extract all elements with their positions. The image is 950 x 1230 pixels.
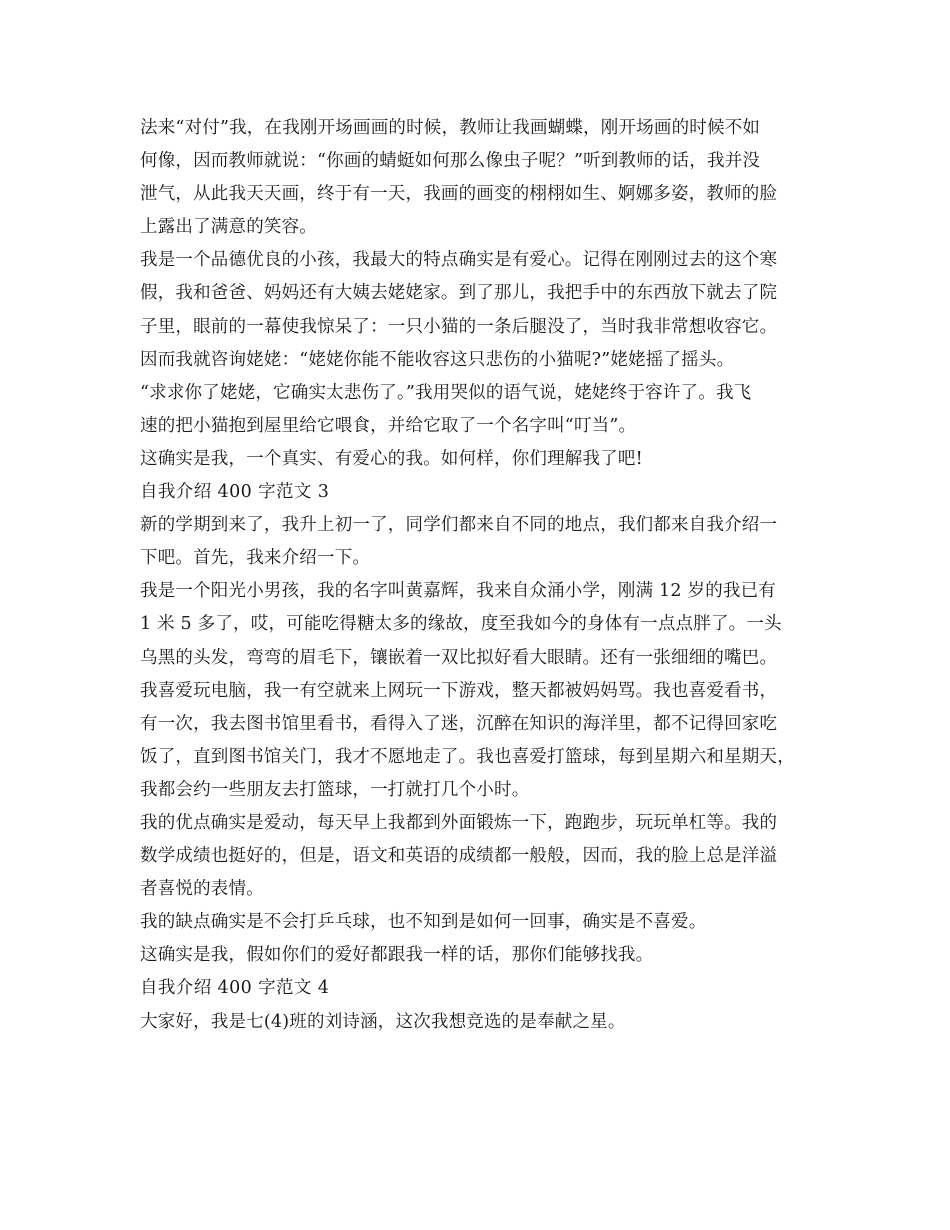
text-line: 饭了，直到图书馆关门，我才不愿地走了。我也喜爱打篮球，每到星期六和星期天， xyxy=(140,746,795,767)
text-line: 我的缺点确实是不会打乒乓球，也不知到是如何一回事，确实是不喜爱。 xyxy=(140,912,707,933)
text-line: 乌黑的头发，弯弯的眉毛下，镶嵌着一双比拟好看大眼睛。还有一张细细的嘴巴。 xyxy=(140,647,778,668)
text-line: 法来“对付”我，在我刚开场画画的时候，教师让我画蝴蝶，刚开场画的时候不如 xyxy=(140,118,761,138)
text-line: 上露出了满意的笑容。 xyxy=(140,217,317,238)
text-line: 我的优点确实是爱动，每天早上我都到外面锻炼一下，跑跑步，玩玩单杠等。我的 xyxy=(140,812,778,833)
text-line: 子里，眼前的一幕使我惊呆了：一只小猫的一条后腿没了，当时我非常想收容它。 xyxy=(140,316,778,337)
text-line: 大家好，我是七(4)班的刘诗涵，这次我想竞选的是奉献之星。 xyxy=(140,1011,626,1032)
text-line: 泄气，从此我天天画，终于有一天，我画的画变的栩栩如生、婀娜多姿，教师的脸 xyxy=(140,184,778,205)
text-line: 我喜爱玩电脑，我一有空就来上网玩一下游戏，整天都被妈妈骂。我也喜爱看书， xyxy=(140,680,778,701)
document-body xyxy=(140,112,820,1039)
text-line: 下吧。首先，我来介绍一下。 xyxy=(140,548,371,569)
text-line: 这确实是我，假如你们的爱好都跟我一样的话，那你们能够找我。 xyxy=(140,945,654,966)
section-heading: 自我介绍 400 字范文 4 xyxy=(140,978,330,999)
text-line: 速的把小猫抱到屋里给它喂食，并给它取了一个名字叫“叮当”。 xyxy=(140,415,637,436)
text-line: “求求你了姥姥，它确实太悲伤了。”我用哭似的语气说，姥姥终于容许了。我飞 xyxy=(140,382,752,403)
text-line: 何像，因而教师就说：“你画的蜻蜓如何那么像虫子呢？”听到教师的话，我并没 xyxy=(140,151,761,172)
text-line: 1 米 5 多了，哎，可能吃得糖太多的缘故，度至我如今的身体有一点点胖了。一头 xyxy=(140,614,782,635)
text-line: 有一次，我去图书馆里看书，看得入了迷，沉醉在知识的海洋里，都不记得回家吃 xyxy=(140,713,778,734)
text-line: 因而我就咨询姥姥：“姥姥你能不能收容这只悲伤的小猫呢?”姥姥摇了摇头。 xyxy=(140,349,735,370)
text-line: 我是一个阳光小男孩，我的名字叫黄嘉辉，我来自众涌小学，刚满 12 岁的我已有 xyxy=(140,581,776,602)
text-line: 数学成绩也挺好的，但是，语文和英语的成绩都一般般，因而，我的脸上总是洋溢 xyxy=(140,846,778,867)
text-line: 者喜悦的表情。 xyxy=(140,879,264,900)
text-line: 我是一个品德优良的小孩，我最大的特点确实是有爱心。记得在刚刚过去的这个寒 xyxy=(140,250,778,271)
text-line: 假，我和爸爸、妈妈还有大姨去姥姥家。到了那儿，我把手中的东西放下就去了院 xyxy=(140,283,778,304)
text-line: 我都会约一些朋友去打篮球，一打就打几个小时。 xyxy=(140,779,530,800)
text-line: 新的学期到来了，我升上初一了，同学们都来自不同的地点，我们都来自我介绍一 xyxy=(140,515,778,536)
text-line: 这确实是我，一个真实、有爱心的我。如何样，你们理解我了吧! xyxy=(140,448,643,469)
section-heading: 自我介绍 400 字范文 3 xyxy=(140,482,330,503)
